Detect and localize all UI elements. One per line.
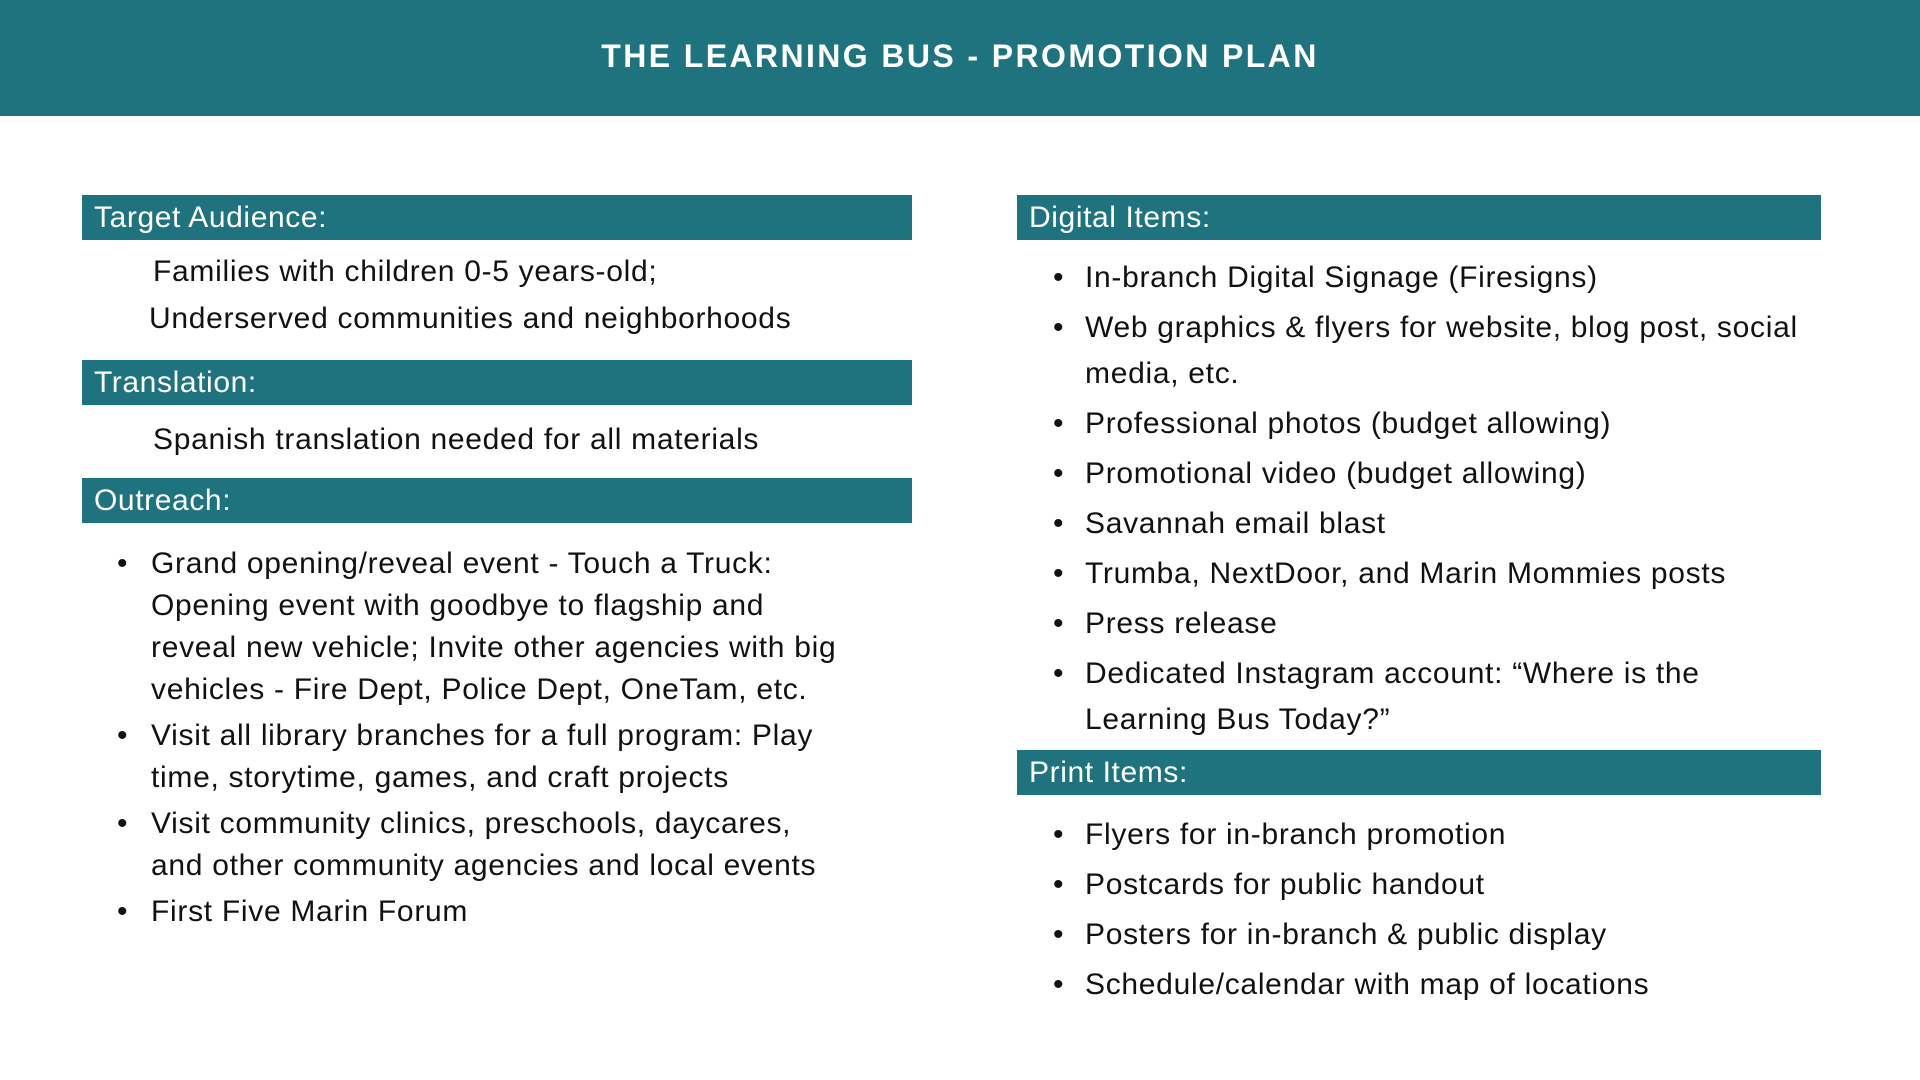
- outreach-item: [82, 543, 841, 711]
- bullet-icon: •: [1053, 457, 1065, 490]
- digital-item: [1017, 305, 1825, 397]
- bullet-icon: •: [1053, 818, 1065, 851]
- digital-items-list: [1017, 255, 1825, 747]
- bullet-icon: •: [1053, 868, 1065, 901]
- outreach-item-text: Visit community clinics, preschools, daycares, and other community agencies and local events: [151, 807, 817, 882]
- digital-item-text: Savannah email blast: [1085, 507, 1386, 540]
- page-title: THE LEARNING BUS - PROMOTION PLAN: [601, 38, 1319, 74]
- target-audience-line: Families with children 0-5 years-old;: [153, 255, 658, 288]
- bullet-icon: •: [1053, 657, 1065, 690]
- translation-heading: Translation:: [82, 360, 912, 405]
- print-items-list: [1017, 812, 1825, 1012]
- print-item-text: Postcards for public handout: [1085, 868, 1485, 901]
- digital-item-text: Press release: [1085, 607, 1278, 640]
- print-item: [1017, 862, 1825, 908]
- print-item: [1017, 812, 1825, 858]
- translation-line: Spanish translation needed for all materials: [153, 423, 760, 456]
- digital-item: [1017, 551, 1825, 597]
- digital-item: [1017, 255, 1825, 301]
- digital-item-text: Professional photos (budget allowing): [1085, 407, 1612, 440]
- outreach-item: [82, 803, 841, 887]
- bullet-icon: •: [1053, 557, 1065, 590]
- digital-item: [1017, 601, 1825, 647]
- bullet-icon: •: [1053, 311, 1065, 344]
- digital-item-text: Dedicated Instagram account: “Where is the Learning Bus Today?”: [1085, 657, 1700, 736]
- print-items-heading: Print Items:: [1017, 750, 1821, 795]
- print-item-text: Posters for in-branch & public display: [1085, 918, 1607, 951]
- digital-item: [1017, 501, 1825, 547]
- bullet-icon: •: [1053, 607, 1065, 640]
- bullet-icon: •: [117, 807, 129, 840]
- outreach-item-text: Grand opening/reveal event - Touch a Truck: Opening event with goodbye to flagship and reveal new vehicle; Invite other agencies with big vehicles - Fire Dept, Police Dept, OneTam, etc.: [151, 547, 837, 706]
- print-item-text: Flyers for in-branch promotion: [1085, 818, 1507, 851]
- print-item: [1017, 962, 1825, 1008]
- outreach-list: [82, 543, 841, 937]
- outreach-item: [82, 715, 841, 799]
- outreach-heading: Outreach:: [82, 478, 912, 523]
- digital-item-text: Promotional video (budget allowing): [1085, 457, 1587, 490]
- bullet-icon: •: [1053, 968, 1065, 1001]
- print-item: [1017, 912, 1825, 958]
- digital-item: [1017, 451, 1825, 497]
- digital-items-heading: Digital Items:: [1017, 195, 1821, 240]
- digital-item-text: Web graphics & flyers for website, blog post, social media, etc.: [1085, 311, 1798, 390]
- bullet-icon: •: [1053, 507, 1065, 540]
- bullet-icon: •: [117, 547, 129, 580]
- bullet-icon: •: [1053, 407, 1065, 440]
- digital-item-text: In-branch Digital Signage (Firesigns): [1085, 261, 1598, 294]
- bullet-icon: •: [1053, 261, 1065, 294]
- digital-item: [1017, 401, 1825, 447]
- digital-item: [1017, 651, 1825, 743]
- bullet-icon: •: [117, 895, 129, 928]
- outreach-item: [82, 891, 841, 933]
- bullet-icon: •: [117, 719, 129, 752]
- outreach-item-text: First Five Marin Forum: [151, 895, 469, 928]
- outreach-item-text: Visit all library branches for a full program: Play time, storytime, games, and craft projects: [151, 719, 814, 794]
- digital-item-text: Trumba, NextDoor, and Marin Mommies posts: [1085, 557, 1727, 590]
- target-audience-heading: Target Audience:: [82, 195, 912, 240]
- print-item-text: Schedule/calendar with map of locations: [1085, 968, 1650, 1001]
- target-audience-line: Underserved communities and neighborhoods: [149, 302, 792, 335]
- title-bar: [0, 0, 1920, 116]
- bullet-icon: •: [1053, 918, 1065, 951]
